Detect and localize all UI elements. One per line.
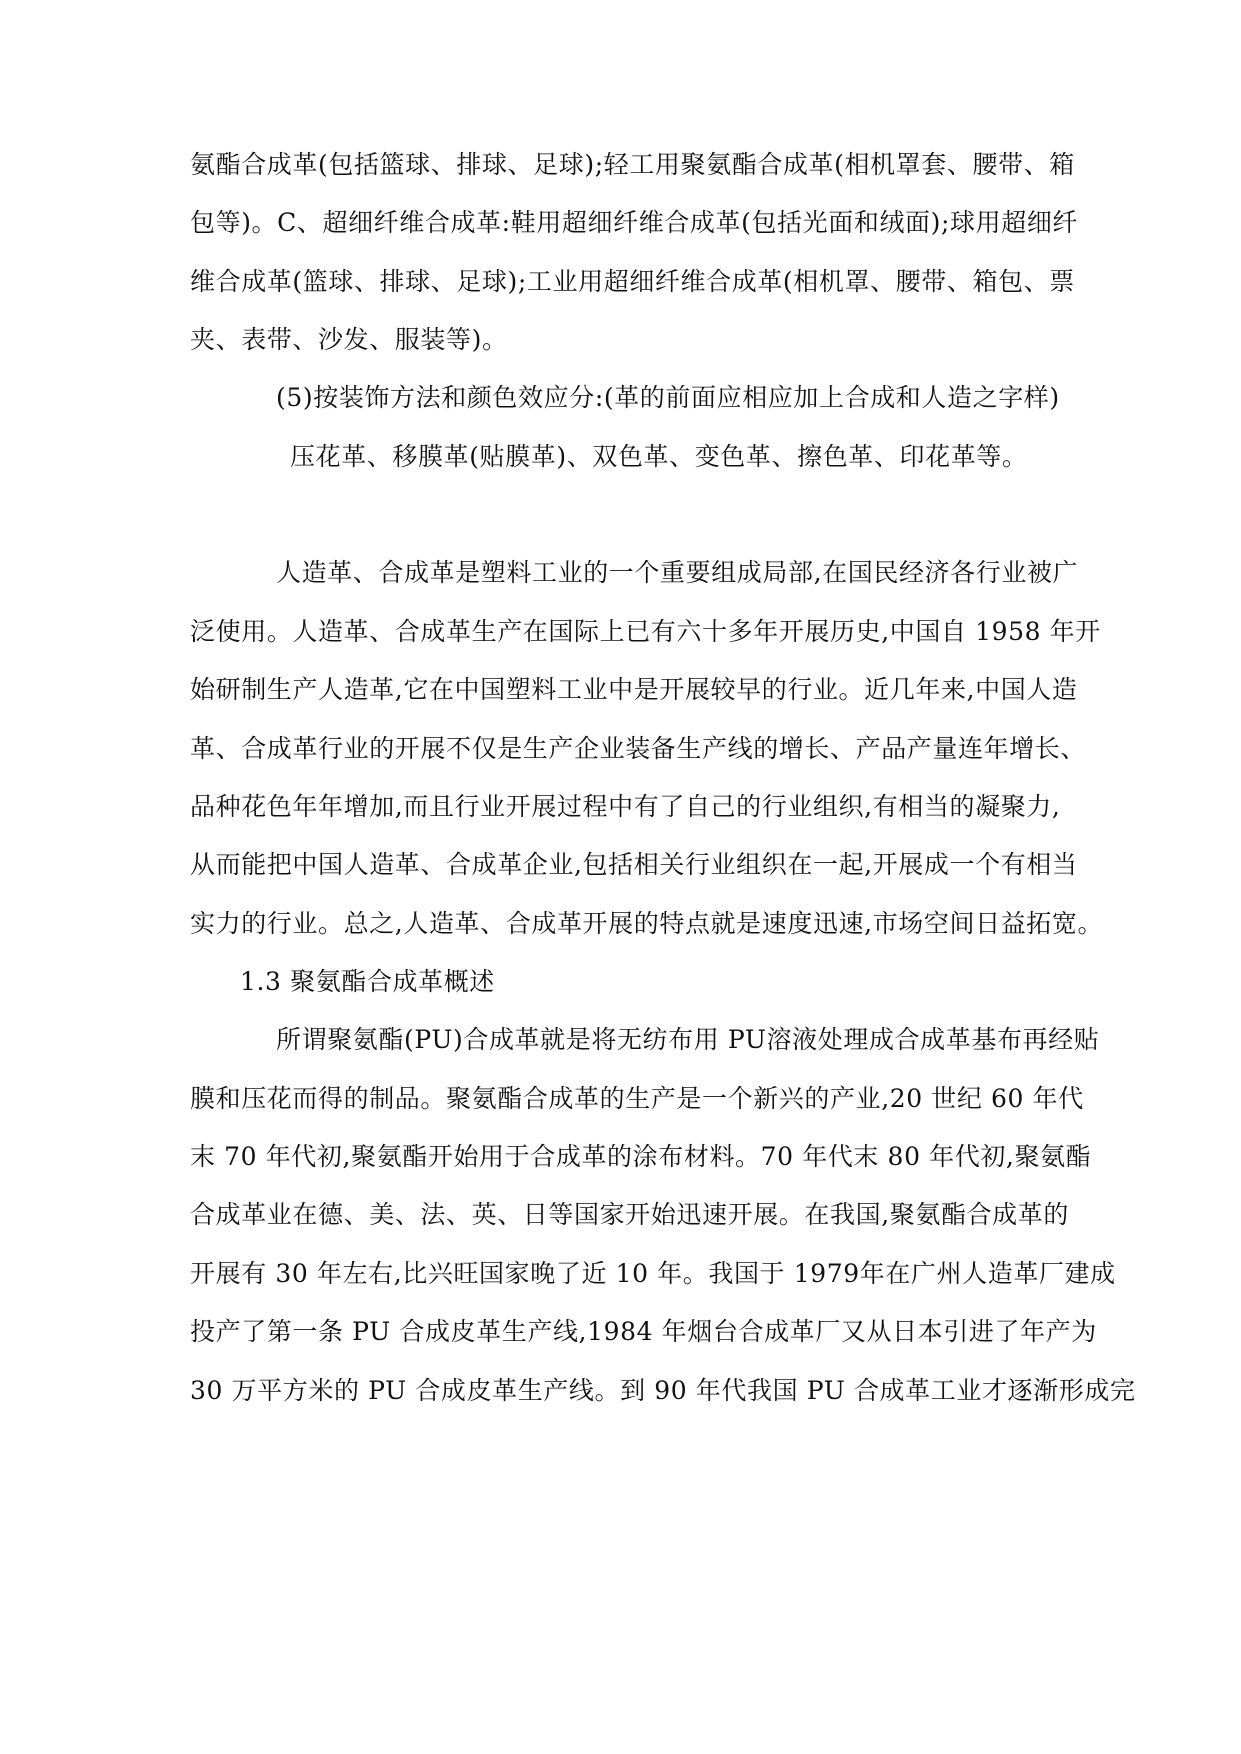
text-line: 革、合成革行业的开展不仅是生产企业装备生产线的增长、产品产量连年增长、 [190, 734, 1087, 763]
text-line: 膜和压花而得的制品。聚氨酯合成革的生产是一个新兴的产业,20 世纪 60 年代 [190, 1084, 1084, 1113]
text-line: 夹、表带、沙发、服装等)。 [190, 325, 508, 354]
text-line: 投产了第一条 PU 合成皮革生产线,1984 年烟台合成革厂又从日本引进了年产为 [190, 1317, 1097, 1346]
text-line: 维合成革(篮球、排球、足球);工业用超细纤维合成革(相机罩、腰带、箱包、票 [190, 267, 1075, 296]
text-line: 始研制生产人造革,它在中国塑料工业中是开展较早的行业。近几年来,中国人造 [190, 675, 1078, 704]
paragraph-first-line: 所谓聚氨酯(PU)合成革就是将无纺布用 PU溶液处理成合成革基布再经贴 [276, 1025, 1100, 1054]
text-line: 合成革业在德、美、法、英、日等国家开始迅速开展。在我国,聚氨酯合成革的 [190, 1200, 1069, 1229]
text-line: 从而能把中国人造革、合成革企业,包括相关行业组织在一起,开展成一个有相当 [190, 850, 1078, 879]
section-heading: 1.3 聚氨酯合成革概述 [240, 967, 495, 996]
text-line: (5)按装饰方法和颜色效应分:(革的前面应相应加上合成和人造之字样) [276, 383, 1060, 412]
text-line: 压花革、移膜革(贴膜革)、双色革、变色革、擦色革、印花革等。 [290, 442, 1028, 471]
text-line: 泛使用。人造革、合成革生产在国际上已有六十多年开展历史,中国自 1958 年开 [190, 617, 1101, 646]
text-line: 开展有 30 年左右,比兴旺国家晚了近 10 年。我国于 1979年在广州人造革厂建成 [190, 1259, 1116, 1288]
text-line: 氨酯合成革(包括篮球、排球、足球);轻工用聚氨酯合成革(相机罩套、腰带、箱 [190, 150, 1075, 179]
paragraph-first-line: 人造革、合成革是塑料工业的一个重要组成局部,在国民经济各行业被广 [276, 558, 1079, 587]
text-line: 品种花色年年增加,而且行业开展过程中有了自己的行业组织,有相当的凝聚力, [190, 792, 1061, 821]
text-line: 包等)。C、超细纤维合成革:鞋用超细纤维合成革(包括光面和绒面);球用超细纤 [190, 208, 1079, 237]
text-line: 30 万平方米的 PU 合成皮革生产线。到 90 年代我国 PU 合成革工业才逐渐形成完 [190, 1376, 1136, 1405]
text-line: 末 70 年代初,聚氨酯开始用于合成革的涂布材料。70 年代末 80 年代初,聚氨酯 [190, 1142, 1092, 1171]
text-line: 实力的行业。总之,人造革、合成革开展的特点就是速度迅速,市场空间日益拓宽。 [190, 909, 1104, 938]
